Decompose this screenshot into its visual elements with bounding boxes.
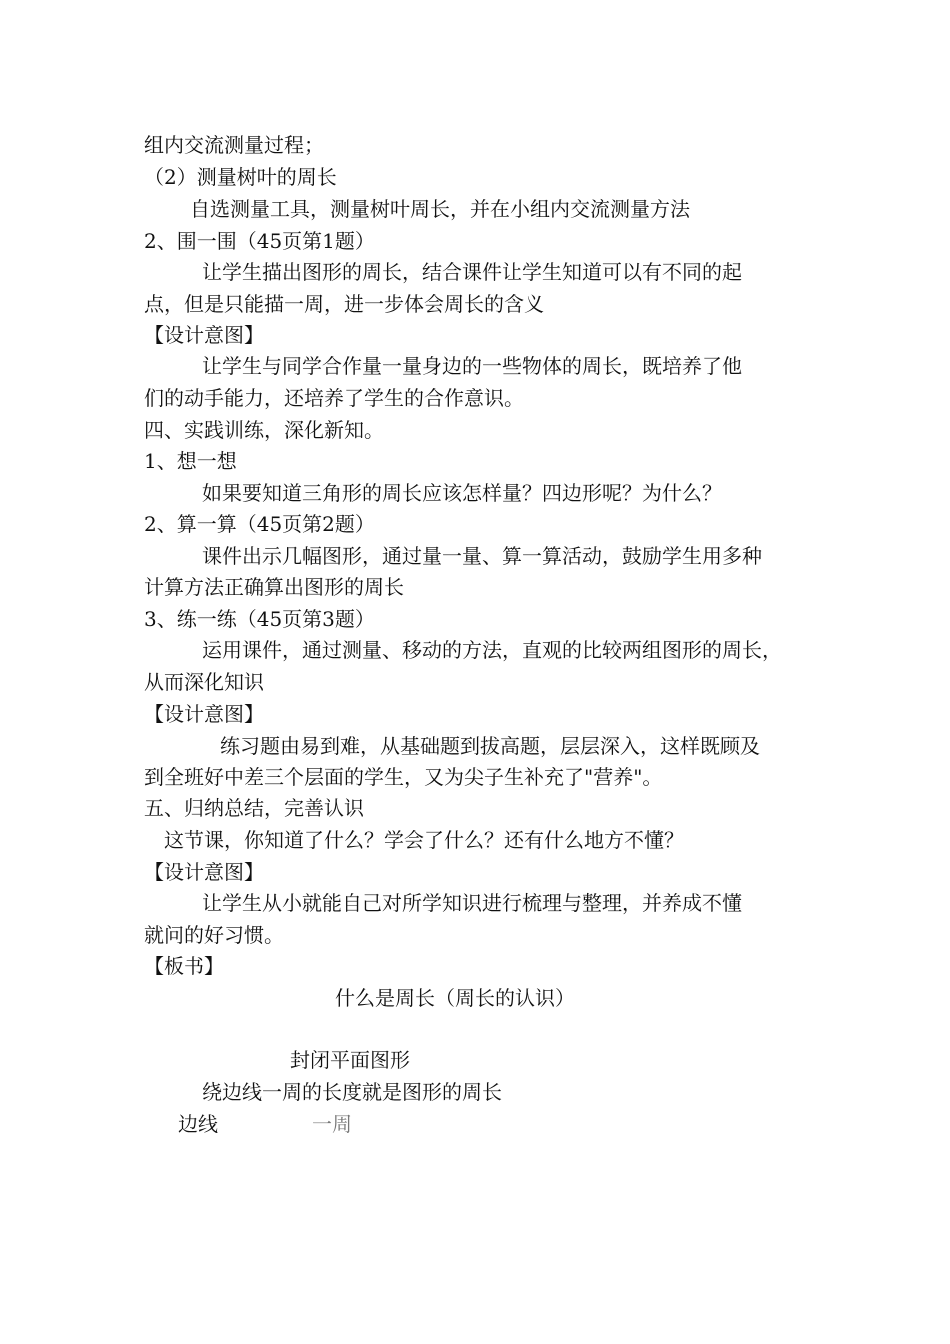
text-line: 点，但是只能描一周，进一步体会周长的含义 [144, 292, 544, 316]
text-line: 这节课，你知道了什么？学会了什么？还有什么地方不懂？ [164, 828, 684, 852]
text-line: 计算方法正确算出图形的周长 [144, 575, 404, 599]
board-closed-shape: 封闭平面图形 [290, 1048, 410, 1072]
text-line: 自选测量工具，测量树叶周长，并在小组内交流测量方法 [190, 197, 690, 221]
text-line: 运用课件，通过测量、移动的方法，直观的比较两组图形的周长， [202, 638, 782, 662]
text-line: 3、练一练（45页第3题） [144, 607, 375, 631]
board-edge-label: 边线 [178, 1112, 218, 1136]
text-line: （2）测量树叶的周长 [144, 165, 337, 189]
text-line: 从而深化知识 [144, 670, 264, 694]
board-around-label: 一周 [312, 1112, 352, 1136]
text-line: 就问的好习惯。 [144, 923, 284, 947]
board-title: 什么是周长（周长的认识） [335, 986, 575, 1010]
board-definition: 绕边线一周的长度就是图形的周长 [202, 1080, 502, 1104]
text-line: 让学生与同学合作量一量身边的一些物体的周长，既培养了他 [202, 354, 742, 378]
text-line: 让学生从小就能自己对所学知识进行梳理与整理，并养成不懂 [202, 891, 742, 915]
text-line: 到全班好中差三个层面的学生，又为尖子生补充了"营养"。 [144, 765, 663, 789]
text-line: 2、算一算（45页第2题） [144, 512, 375, 536]
section-heading: 【设计意图】 [144, 702, 264, 726]
section-heading: 【设计意图】 [144, 323, 264, 347]
text-line: 如果要知道三角形的周长应该怎样量？四边形呢？为什么？ [202, 481, 722, 505]
text-line: 课件出示几幅图形，通过量一量、算一算活动，鼓励学生用多种 [202, 544, 762, 568]
text-line: 让学生描出图形的周长，结合课件让学生知道可以有不同的起 [202, 260, 742, 284]
text-line: 练习题由易到难，从基础题到拔高题，层层深入，这样既顾及 [220, 734, 760, 758]
section-heading: 五、归纳总结，完善认识 [144, 796, 364, 820]
text-line: 2、围一围（45页第1题） [144, 229, 375, 253]
section-heading: 【设计意图】 [144, 860, 264, 884]
text-line: 1、想一想 [144, 449, 237, 473]
section-heading: 四、实践训练，深化新知。 [144, 418, 384, 442]
text-line: 们的动手能力，还培养了学生的合作意识。 [144, 386, 524, 410]
section-heading: 【板书】 [144, 954, 224, 978]
text-line: 组内交流测量过程； [144, 133, 324, 157]
